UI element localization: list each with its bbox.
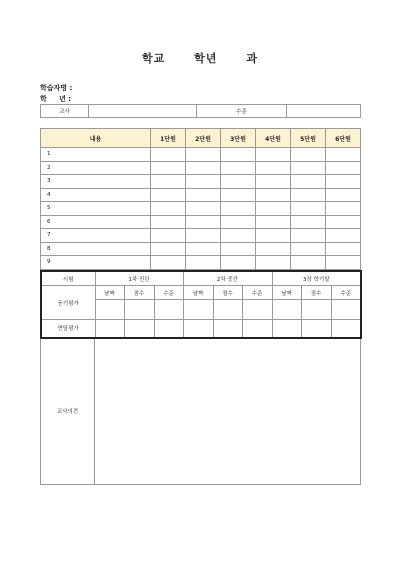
student-name-label: 학습자명 : [40,84,73,92]
row-number[interactable]: 6 [41,215,151,229]
listening-cell[interactable] [213,300,242,320]
unit-cell[interactable] [186,148,221,162]
listening-cell[interactable] [272,300,301,320]
unit-cell[interactable] [326,229,361,243]
unit-cell[interactable] [221,202,256,216]
table-row [41,229,361,243]
header-unit-1: 1단원 [151,129,186,148]
interview-cell[interactable] [183,320,213,338]
row-number[interactable]: 8 [41,242,151,256]
unit-cell[interactable] [291,215,326,229]
listening-label: 듣기평가 [41,286,95,320]
header-unit-5: 5단원 [291,129,326,148]
unit-cell[interactable] [256,229,291,243]
unit-cell[interactable] [256,202,291,216]
unit-cell[interactable] [326,215,361,229]
listening-cell[interactable] [95,300,124,320]
table-row [41,161,361,175]
interview-cell[interactable] [272,320,301,338]
unit-cell[interactable] [221,175,256,189]
row-number[interactable]: 4 [41,188,151,202]
unit-cell[interactable] [186,202,221,216]
teacher-field[interactable] [89,105,197,118]
unit-cell[interactable] [291,148,326,162]
comment-table [40,339,361,485]
unit-cell[interactable] [326,202,361,216]
unit-cell[interactable] [186,175,221,189]
row-number[interactable]: 7 [41,229,151,243]
unit-cell[interactable] [186,229,221,243]
header-unit-2: 2단원 [186,129,221,148]
unit-cell[interactable] [291,256,326,270]
row-number[interactable]: 3 [41,175,151,189]
page-title: 학교 학년 과 [141,52,259,65]
unit-cell[interactable] [151,229,186,243]
unit-cell[interactable] [291,242,326,256]
interview-cell[interactable] [213,320,242,338]
teacher-info-table [40,104,361,118]
unit-cell[interactable] [186,188,221,202]
interview-cell[interactable] [301,320,331,338]
row-number[interactable]: 9 [41,256,151,270]
table-row [41,202,361,216]
level-field[interactable] [287,105,361,118]
sub-header-date: 날짜 [95,286,124,300]
grade-label: 학 년 : [40,95,71,103]
unit-cell[interactable] [186,215,221,229]
row-number[interactable]: 1 [41,148,151,162]
table-row [41,256,361,270]
table-row [41,188,361,202]
comment-label: 교사의견 [41,339,95,485]
interview-cell[interactable] [95,320,124,338]
unit-cell[interactable] [326,161,361,175]
unit-cell[interactable] [186,161,221,175]
unit-cell[interactable] [256,256,291,270]
comment-field[interactable] [95,339,361,485]
interview-cell[interactable] [242,320,272,338]
units-table [40,128,361,270]
level-label: 수준 [197,105,287,118]
unit-cell[interactable] [221,215,256,229]
listening-cell[interactable] [301,300,331,320]
unit-cell[interactable] [291,161,326,175]
unit-cell[interactable] [256,148,291,162]
unit-cell[interactable] [326,148,361,162]
exam-label: 시험 [41,271,95,286]
table-row [41,215,361,229]
interview-cell[interactable] [331,320,361,338]
unit-cell[interactable] [291,188,326,202]
table-row [41,242,361,256]
sub-header-score: 점수 [124,286,154,300]
listening-cell[interactable] [183,300,213,320]
unit-cell[interactable] [151,202,186,216]
unit-cell[interactable] [256,175,291,189]
interview-cell[interactable] [154,320,183,338]
table-row [41,148,361,162]
unit-cell[interactable] [151,242,186,256]
header-unit-4: 4단원 [256,129,291,148]
row-number[interactable]: 5 [41,202,151,216]
header-content: 내용 [41,129,151,148]
unit-cell[interactable] [151,161,186,175]
exam-1-header: 1차 진단 [95,271,183,286]
unit-cell[interactable] [256,215,291,229]
unit-cell[interactable] [221,188,256,202]
unit-cell[interactable] [186,256,221,270]
unit-cell[interactable] [291,175,326,189]
listening-cell[interactable] [154,300,183,320]
table-row [41,175,361,189]
sub-header-level: 수준 [242,286,272,300]
exam-3-header: 3장 학기말 [272,271,361,286]
unit-cell[interactable] [221,161,256,175]
row-number[interactable]: 2 [41,161,151,175]
teacher-label: 교사 [41,105,89,118]
interview-cell[interactable] [124,320,154,338]
listening-cell[interactable] [242,300,272,320]
sub-header-level: 수준 [154,286,183,300]
evaluation-section [40,270,360,485]
unit-cell[interactable] [291,202,326,216]
unit-cell[interactable] [151,188,186,202]
evaluation-table [40,270,362,339]
header-unit-6: 6단원 [326,129,361,148]
interview-label: 면담평가 [41,320,95,338]
unit-cell[interactable] [221,242,256,256]
exam-2-header: 2차 중간 [183,271,272,286]
listening-cell[interactable] [124,300,154,320]
unit-cell[interactable] [326,188,361,202]
unit-cell[interactable] [326,256,361,270]
unit-cell[interactable] [221,148,256,162]
sub-header-level: 수준 [331,286,361,300]
sub-header-score: 점수 [301,286,331,300]
sub-header-date: 날짜 [183,286,213,300]
unit-cell[interactable] [221,256,256,270]
unit-cell[interactable] [256,188,291,202]
unit-cell[interactable] [326,242,361,256]
unit-cell[interactable] [151,215,186,229]
unit-cell[interactable] [151,175,186,189]
unit-cell[interactable] [186,242,221,256]
unit-cell[interactable] [256,161,291,175]
unit-cell[interactable] [151,148,186,162]
unit-cell[interactable] [326,175,361,189]
unit-cell[interactable] [151,256,186,270]
unit-cell[interactable] [221,229,256,243]
header-unit-3: 3단원 [221,129,256,148]
sub-header-date: 날짜 [272,286,301,300]
unit-cell[interactable] [256,242,291,256]
sub-header-score: 점수 [213,286,242,300]
listening-cell[interactable] [331,300,361,320]
unit-cell[interactable] [291,229,326,243]
